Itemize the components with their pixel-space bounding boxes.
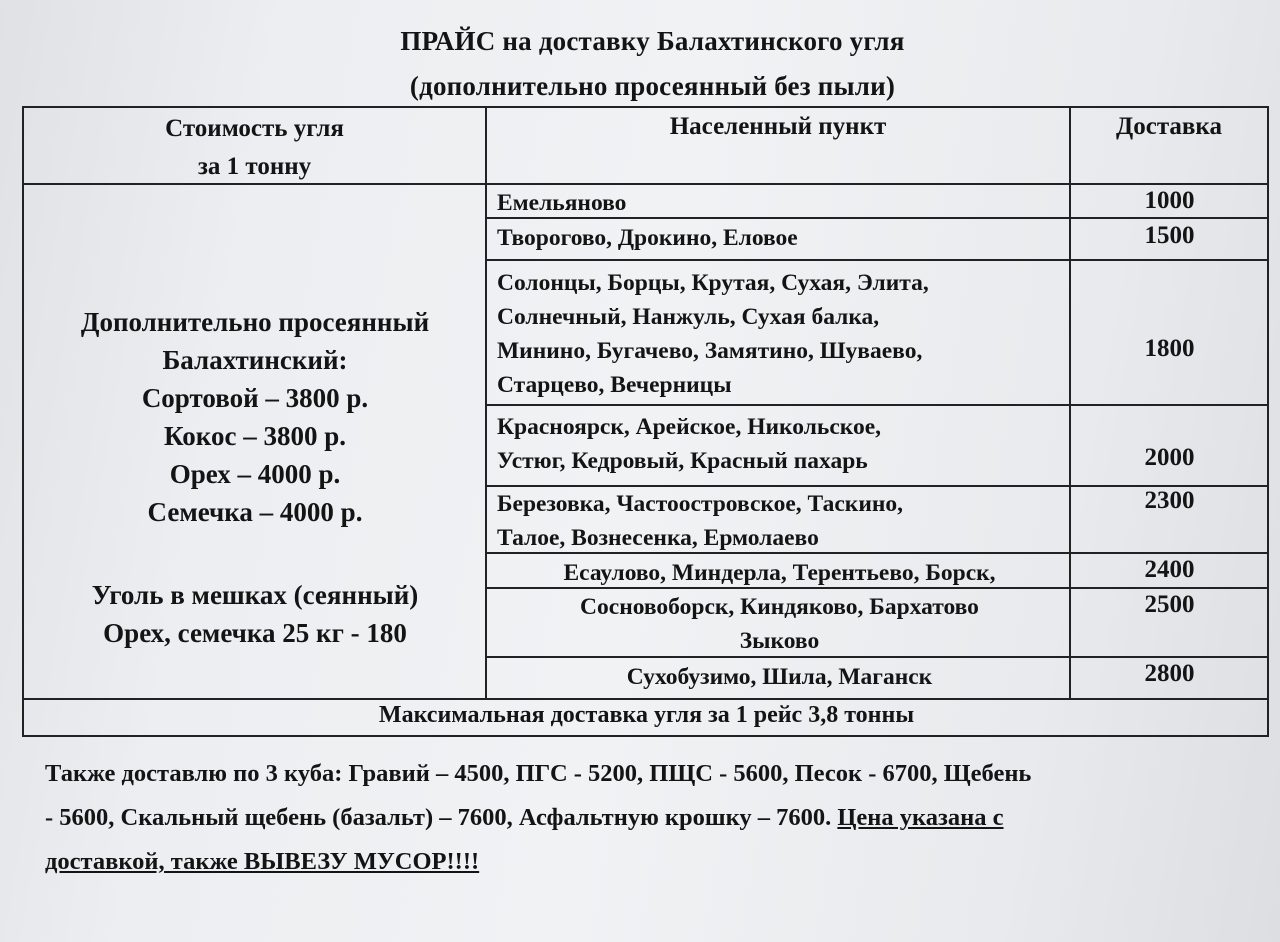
settlement-cell [497,487,1067,555]
settlement-cell [497,221,1067,255]
footer-line-3: доставкой, также ВЫВЕЗУ МУСОР!!!! [45,848,480,875]
header-cost-line1: Стоимость угля [165,115,344,142]
delivery-price: 2300 [1144,487,1195,514]
delivery-price: 1500 [1144,222,1195,249]
settlement-line: Сосновоборск, Киндяково, Бархатово [580,594,979,620]
settlement-cell [487,660,1072,694]
page-subtitle: (дополнительно просеянный без пыли) [409,71,896,101]
settlement-line: Красноярск, Арейское, Никольское, [497,414,882,440]
settlement-line: Солонцы, Борцы, Крутая, Сухая, Элита, [497,270,929,296]
coal-line: Семечка – 4000 р. [147,497,363,527]
coal-line: Балахтинский: [162,345,348,375]
footer-line-2-underlined: Цена указана с [837,804,1004,831]
delivery-price: 1000 [1144,187,1195,214]
settlement-line: Емельяново [497,190,627,216]
settlement-line: Минино, Бугачево, Замятино, Шуваево, [497,338,923,364]
settlement-line: Солнечный, Нанжуль, Сухая балка, [497,304,880,330]
header-cost-line2: за 1 тонну [197,153,312,180]
delivery-price: 2000 [1144,444,1195,471]
footer-line-2 [45,796,1260,840]
settlement-line: Березовка, Частоостровское, Таскино, [497,491,904,517]
max-delivery-note: Максимальная доставка угля за 1 рейс 3,8 тонны [378,702,915,728]
delivery-price: 1800 [1144,335,1195,362]
coal-bags [25,576,485,652]
bags-line: Орех, семечка 25 кг - 180 [103,618,407,648]
page-title: ПРАЙС на доставку Балахтинского угля [400,26,905,56]
row-separator [485,259,1269,261]
footer-line-2-text: - 5600, Скальный щебень (базальт) – 7600, Асфальтную крошку – 7600. [45,804,838,831]
delivery-price: 2400 [1144,556,1195,583]
table-border-left [22,106,24,736]
settlement-line: Есаулово, Миндерла, Терентьево, Борск, [563,560,996,586]
header-settlement: Населенный пункт [669,113,887,140]
header-cost [24,110,485,186]
bags-line: Уголь в мешках (сеянный) [91,580,419,610]
coal-line: Дополнительно просеянный [80,307,430,337]
coal-line: Орех – 4000 р. [169,459,341,489]
coal-line: Кокос – 3800 р. [164,421,346,451]
settlement-line: Творогово, Дрокино, Еловое [497,225,798,251]
settlement-cell [497,186,1067,220]
settlement-cell [487,590,1072,658]
footer-line-1: Также доставлю по 3 куба: Гравий – 4500, ПГС - 5200, ПЩС - 5600, Песок - 6700, Щебень [45,760,1032,787]
delivery-price: 2500 [1144,591,1195,618]
row-separator [485,404,1269,406]
header-delivery: Доставка [1116,113,1222,140]
settlement-cell [497,266,1067,402]
settlement-line: Зыково [739,628,820,654]
settlement-cell [487,556,1072,590]
table-border-right [1267,106,1269,736]
settlement-line: Устюг, Кедровый, Красный пахарь [497,448,868,474]
coal-line: Сортовой – 3800 р. [141,383,369,413]
table-border-bottom [22,735,1269,737]
delivery-price: 2800 [1144,660,1195,687]
settlement-cell [497,410,1067,478]
settlement-line: Старцево, Вечерницы [497,372,732,398]
settlement-line: Талое, Вознесенка, Ермолаево [497,525,819,551]
coal-prices [25,303,485,531]
settlement-line: Сухобузимо, Шила, Маганск [626,664,933,690]
footer-note [45,752,1260,884]
